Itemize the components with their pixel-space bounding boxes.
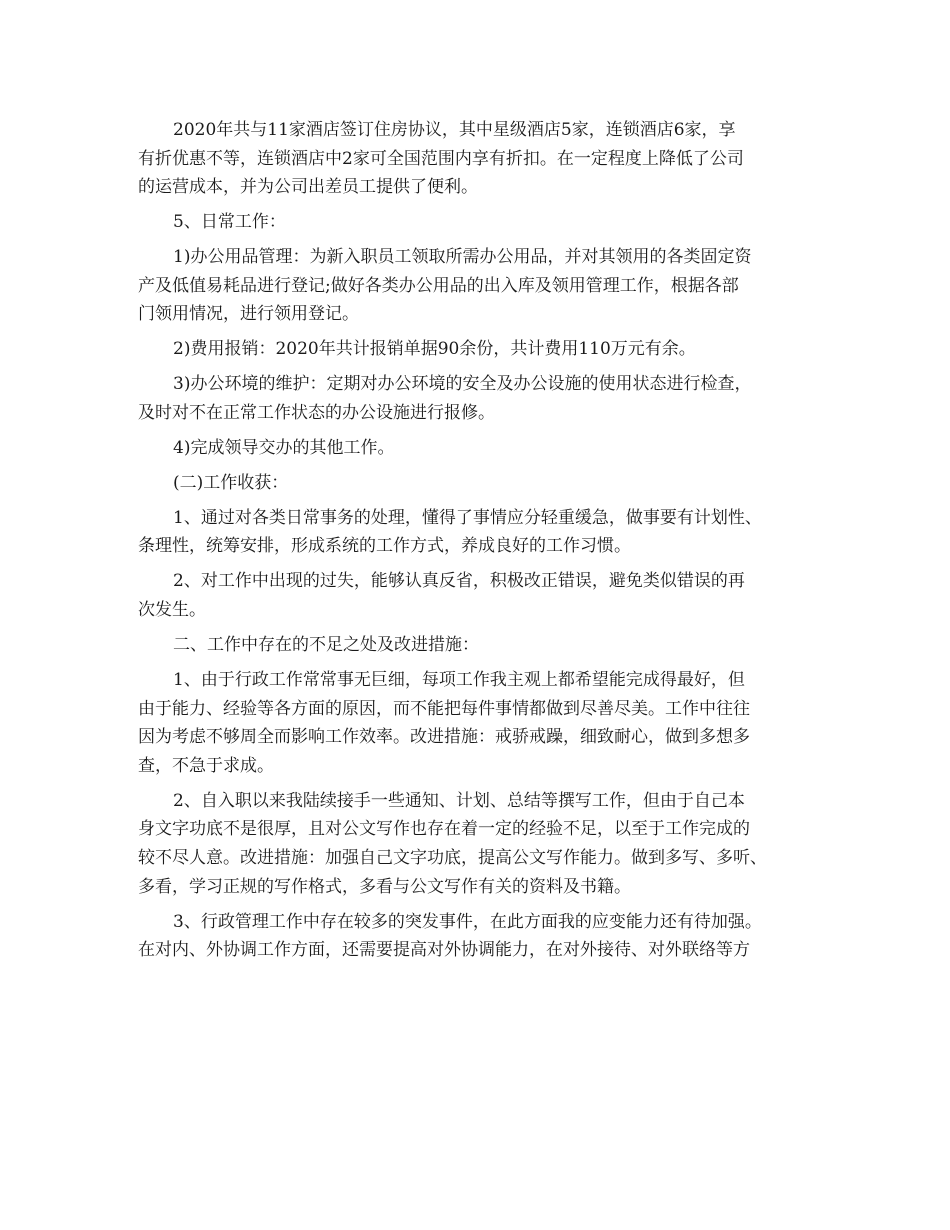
text-line: 2)费用报销：2020年共计报销单据90余份，共计费用110万元有余。 bbox=[173, 339, 696, 360]
text-line: 二、工作中存在的不足之处及改进措施： bbox=[173, 635, 479, 656]
text-line: 条理性，统筹安排，形成系统的工作方式，养成良好的工作习惯。 bbox=[138, 536, 631, 557]
text-line: 较不尽人意。改进措施：加强自己文字功底，提高公文写作能力。做到多写、多听、 bbox=[138, 847, 767, 868]
text-line: 查，不急于求成。 bbox=[138, 755, 274, 776]
paragraph bbox=[138, 469, 828, 498]
document-body bbox=[138, 116, 828, 965]
text-line: 3、行政管理工作中存在较多的突发事件，在此方面我的应变能力还有待加强。 bbox=[173, 911, 762, 932]
text-line: 因为考虑不够周全而影响工作效率。改进措施：戒骄戒躁，细致耐心，做到多想多 bbox=[138, 727, 750, 748]
text-line: 的运营成本，并为公司出差员工提供了便利。 bbox=[138, 177, 478, 198]
text-line: 多看，学习正规的写作格式，多看与公文写作有关的资料及书籍。 bbox=[138, 876, 631, 897]
paragraph bbox=[138, 631, 828, 660]
text-line: 4)完成领导交办的其他工作。 bbox=[173, 437, 395, 458]
text-line: 有折优惠不等，连锁酒店中2家可全国范围内享有折扣。在一定程度上降低了公司 bbox=[138, 148, 744, 169]
text-line: 及时对不在正常工作状态的办公设施进行报修。 bbox=[138, 402, 495, 423]
text-line: 5、日常工作： bbox=[173, 212, 286, 233]
text-line: 1、由于行政工作常常事无巨细，每项工作我主观上都希望能完成得最好，但 bbox=[173, 670, 745, 690]
text-line: (二)工作收获： bbox=[173, 472, 289, 493]
text-line: 身文字功底不是很厚，且对公文写作也存在着一定的经验不足，以至于工作完成的 bbox=[138, 819, 750, 840]
text-line: 1、通过对各类日常事务的处理，懂得了事情应分轻重缓急，做事要有计划性、 bbox=[173, 507, 762, 528]
paragraph bbox=[138, 434, 828, 463]
paragraph bbox=[138, 243, 828, 329]
text-line: 1)办公用品管理：为新入职员工领取所需办公用品，并对其领用的各类固定资 bbox=[173, 247, 752, 268]
text-line: 2、自入职以来我陆续接手一些通知、计划、总结等撰写工作，但由于自己本 bbox=[173, 790, 745, 811]
paragraph bbox=[138, 567, 828, 624]
text-line: 3)办公环境的维护：定期对办公环境的安全及办公设施的使用状态进行检查， bbox=[173, 374, 752, 395]
text-line: 2020年共与11家酒店签订住房协议，其中星级酒店5家，连锁酒店6家，享 bbox=[173, 120, 736, 140]
text-line: 门领用情况，进行领用登记。 bbox=[138, 304, 359, 325]
text-line: 由于能力、经验等各方面的原因，而不能把每件事情都做到尽善尽美。工作中往往 bbox=[138, 698, 750, 719]
text-line: 在对内、外协调工作方面，还需要提高对外协调能力，在对外接待、对外联络等方 bbox=[138, 940, 750, 961]
text-line: 次发生。 bbox=[138, 600, 206, 621]
paragraph bbox=[138, 908, 828, 965]
paragraph bbox=[138, 116, 828, 202]
text-line: 产及低值易耗品进行登记;做好各类办公用品的出入库及领用管理工作，根据各部 bbox=[138, 275, 739, 296]
paragraph bbox=[138, 666, 828, 780]
paragraph bbox=[138, 504, 828, 561]
paragraph bbox=[138, 208, 828, 237]
paragraph bbox=[138, 370, 828, 427]
paragraph bbox=[138, 335, 828, 364]
text-line: 2、对工作中出现的过失，能够认真反省，积极改正错误，避免类似错误的再 bbox=[173, 571, 745, 592]
paragraph bbox=[138, 787, 828, 901]
